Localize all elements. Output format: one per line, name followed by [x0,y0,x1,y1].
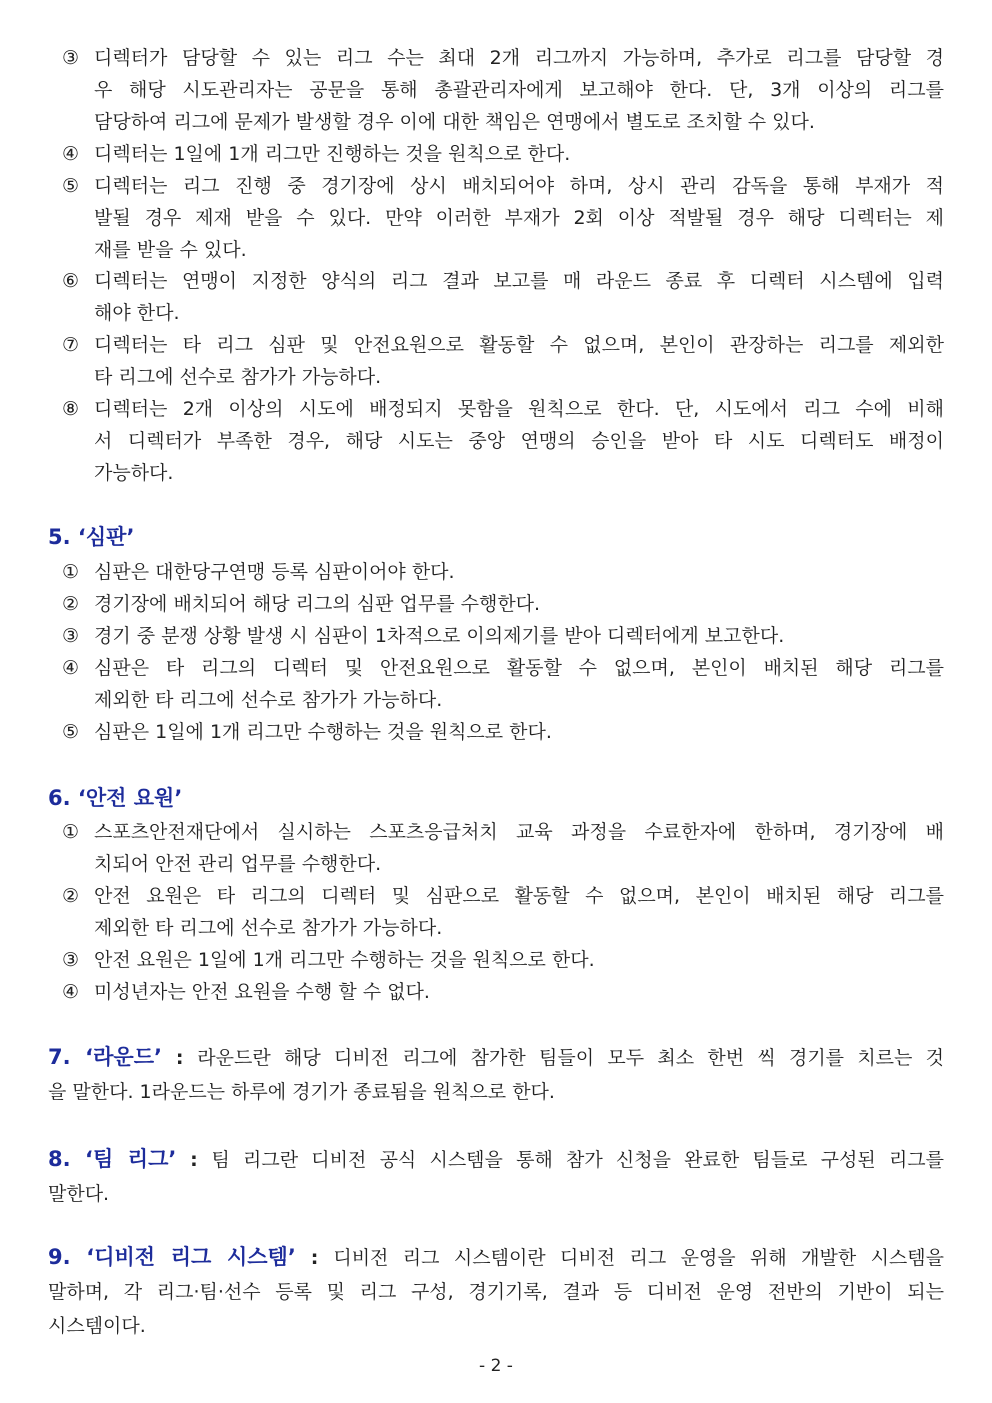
safety-item-1 [62,816,944,880]
item-line: 디렉터는 리그 진행 중 경기장에 상시 배치되어야 하며, 상시 관리 감독을 통해 부재가 적 [94,175,944,197]
item-number: ⑦ [62,334,80,356]
item-number: ⑧ [62,398,80,420]
item-number: ⑤ [62,175,80,197]
item-number: ② [62,593,80,615]
paragraph-text: 디비전 리그 시스템이란 디비전 리그 운영을 위해 개발한 시스템을 [333,1247,944,1269]
item-line: 타 리그에 선수로 참가가 가능하다. [94,366,382,388]
director-item-4 [62,138,944,170]
item-line: 안전 요원은 타 리그의 디렉터 및 심판으로 활동할 수 없으며, 본인이 배치된 해당 리그를 [94,885,944,907]
item-number: ③ [62,625,80,647]
item-line: 디렉터는 연맹이 지정한 양식의 리그 결과 보고를 매 라운드 종료 후 디렉터 시스템에 입력 [94,270,944,292]
section-7-heading: 7. ‘라운드’ [48,1045,162,1069]
item-line: 해야 한다. [94,302,180,324]
paragraph-line: 을 말한다. 1라운드는 하루에 경기가 종료됨을 원칙으로 한다. [48,1081,555,1103]
item-line: 제외한 타 리그에 선수로 참가가 가능하다. [94,689,443,711]
colon: : [161,1047,198,1069]
paragraph-text: 팀 리그란 디비전 공식 시스템을 통해 참가 신청을 완료한 팀들로 구성된 리그를 [211,1149,945,1171]
paragraph-text: 라운드란 해당 디비전 리그에 참가한 팀들이 모두 최소 한번 씩 경기를 치르는 것 [197,1047,945,1069]
director-item-5 [62,170,944,266]
item-number: ② [62,885,80,907]
item-line: 미성년자는 안전 요원을 수행 할 수 없다. [94,981,430,1003]
item-line: 서 디렉터가 부족한 경우, 해당 시도는 중앙 연맹의 승인을 받아 타 시도 디렉터도 배정이 [94,430,944,452]
item-line: 경기 중 분쟁 상황 발생 시 심판이 1차적으로 이의제기를 받아 디렉터에게 보고한다. [94,625,785,647]
section-8-heading: 8. ‘팀 리그’ [48,1147,177,1171]
paragraph-line [48,1040,944,1075]
item-line: 디렉터가 담당할 수 있는 리그 수는 최대 2개 리그까지 가능하며, 추가로 리그를 담당할 경 [94,47,944,69]
referee-item-3 [62,620,944,652]
section-7-paragraph [48,1040,944,1109]
item-line: 디렉터는 2개 이상의 시도에 배정되지 못함을 원칙으로 한다. 단, 시도에서 리그 수에 비해 [94,398,944,420]
item-number: ① [62,821,80,843]
paragraph-line: 말하며, 각 리그·팀·선수 등록 및 리그 구성, 경기기록, 결과 등 디비전 운영 전반의 기반이 되는 [48,1281,944,1303]
item-line: 스포츠안전재단에서 실시하는 스포츠응급처치 교육 과정을 수료한자에 한하며, 경기장에 배 [94,821,944,843]
item-line: 심판은 타 리그의 디렉터 및 안전요원으로 활동할 수 없으며, 본인이 배치된 해당 리그를 [94,657,944,679]
section-9-heading: 9. ‘디비전 리그 시스템’ [48,1245,296,1269]
paragraph-line: 말한다. [48,1183,110,1205]
item-line: 치되어 안전 관리 업무를 수행한다. [94,853,382,875]
referee-item-2 [62,588,944,620]
safety-item-3 [62,944,944,976]
colon: : [295,1247,334,1269]
safety-item-2 [62,880,944,944]
paragraph-line: 시스템이다. [48,1315,146,1337]
item-number: ⑤ [62,721,80,743]
page-number: - 2 - [479,1356,513,1376]
item-number: ⑥ [62,270,80,292]
item-number: ③ [62,949,80,971]
item-line: 디렉터는 1일에 1개 리그만 진행하는 것을 원칙으로 한다. [94,143,571,165]
referee-item-1 [62,556,944,588]
section-6-heading: 6. ‘안전 요원’ [48,786,183,810]
item-line: 발될 경우 제재 받을 수 있다. 만약 이러한 부재가 2회 이상 적발될 경우 해당 디렉터는 제 [94,207,944,229]
section-5-heading: 5. ‘심판’ [48,525,135,549]
item-line: 우 해당 시도관리자는 공문을 통해 총괄관리자에게 보고해야 한다. 단, 3개 이상의 리그를 [94,79,944,101]
item-line: 가능하다. [94,462,174,484]
director-item-8 [62,393,944,489]
safety-item-4 [62,976,944,1008]
item-line: 제외한 타 리그에 선수로 참가가 가능하다. [94,917,443,939]
item-line: 담당하여 리그에 문제가 발생할 경우 이에 대한 책임은 연맹에서 별도로 조치할 수 있다. [94,111,815,133]
colon: : [176,1149,212,1171]
referee-item-5 [62,716,944,748]
director-item-3 [62,42,944,138]
paragraph-line [48,1142,944,1177]
referee-item-4 [62,652,944,716]
director-item-7 [62,329,944,393]
item-number: ④ [62,981,80,1003]
paragraph-line [48,1240,944,1275]
item-line: 재를 받을 수 있다. [94,239,247,261]
item-number: ③ [62,47,80,69]
item-number: ④ [62,657,80,679]
section-9-paragraph [48,1240,944,1343]
item-line: 심판은 1일에 1개 리그만 수행하는 것을 원칙으로 한다. [94,721,552,743]
item-line: 안전 요원은 1일에 1개 리그만 수행하는 것을 원칙으로 한다. [94,949,595,971]
item-line: 심판은 대한당구연맹 등록 심판이어야 한다. [94,561,455,583]
item-number: ① [62,561,80,583]
item-number: ④ [62,143,80,165]
section-8-paragraph [48,1142,944,1211]
item-line: 경기장에 배치되어 해당 리그의 심판 업무를 수행한다. [94,593,541,615]
director-item-6 [62,265,944,329]
item-line: 디렉터는 타 리그 심판 및 안전요원으로 활동할 수 없으며, 본인이 관장하는 리그를 제외한 [94,334,944,356]
